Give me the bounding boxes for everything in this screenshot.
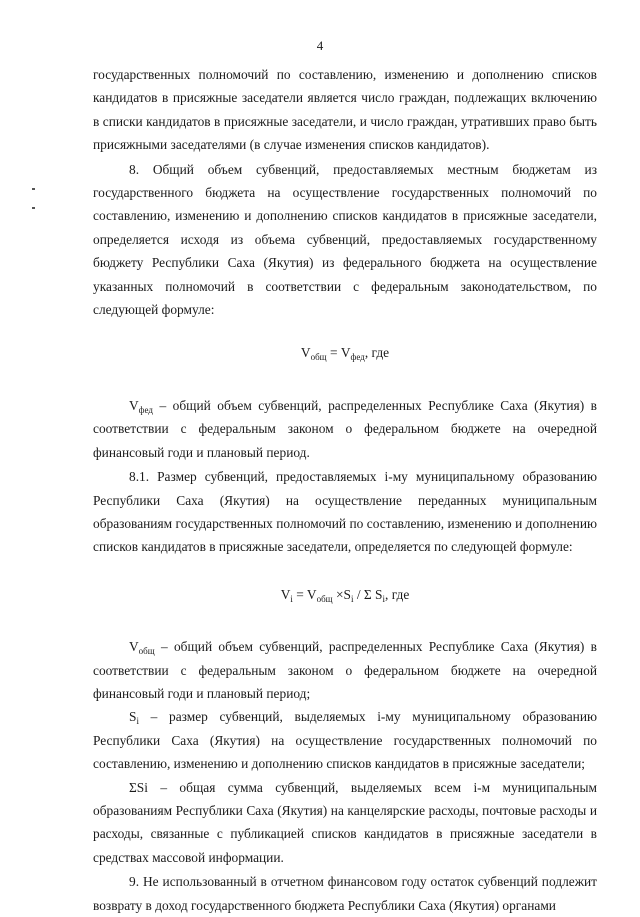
definition-sum-si: ΣSi – общая сумма субвенций, выделяемых всем i-м муниципальным образованиям Республики Саха (Якутия) на канцелярские расходы, почтовые расходы и расходы, связанные с публикацией списков кандидатов в присяжные заседатели в средствах массовой информации.: [93, 779, 597, 865]
definition-vfed: $V_{фед}$ – общий объем субвенций, распределенных Республике Саха (Якутия) в соответствии с федеральным законом о федеральном бюджете на очередной финансовый годи и плановый период.: [93, 397, 597, 460]
margin-mark: [32, 188, 35, 190]
margin-mark: [32, 207, 35, 209]
definition-si: $S_i$ – размер субвенций, выделяемых i-му муниципальному образованию Республики Саха (Якутия) на осуществление государственных полномочий по составлению, изменению и дополнению списков кандидатов в присяжные заседатели;: [93, 709, 597, 772]
definition-vobsch: $V_{общ}$ – общий объем субвенций, распределенных Республике Саха (Якутия) в соответствии с федеральным законом о федеральном бюджете на очередной финансовый годи и плановый период;: [93, 639, 597, 701]
paragraph-9: 9. Не использованный в отчетном финансовом году остаток субвенций подлежит возврату в доход государственного бюджета Республики Саха (Якутия) органами: [93, 874, 597, 913]
formula-subvention-size: $V_i = V_{общ} \times S_i / \Sigma$ $S_i$, где: [280, 586, 410, 604]
document-body: [93, 63, 597, 917]
page-number: 4: [316, 38, 324, 53]
paragraph-8-1: 8.1. Размер субвенций, предоставляемых i-му муниципальному образованию Республики Саха (Якутия) на осуществление переданных муниципальным образованиям государственных полномочий по составлению, изменению и дополнению списков кандидатов в присяжные заседатели, определяется по следующей формуле:: [93, 469, 597, 555]
paragraph-8: 8. Общий объем субвенций, предоставляемых местным бюджетам из государственного бюджета на осуществление государственных полномочий по составлению, изменению и дополнению списков кандидатов в присяжные заседатели, определяется исходя из объема субвенций, предоставляемых государственному бюджету Республики Саха (Якутия) из федерального бюджета на осуществление указанных полномочий в соответствии с федеральным законодательством, по следующей формуле:: [93, 161, 597, 318]
formula-total-volume: $V_{общ} = V_{фед}$, где: [300, 345, 390, 363]
paragraph-continuation: государственных полномочий по составлению, изменению и дополнению списков кандидатов в присяжные заседатели является число граждан, подлежащих включению в списки кандидатов в присяжные заседатели, и число граждан, утративших право быть присяжными заседателями (в случае изменения списков кандидатов).: [93, 67, 597, 153]
